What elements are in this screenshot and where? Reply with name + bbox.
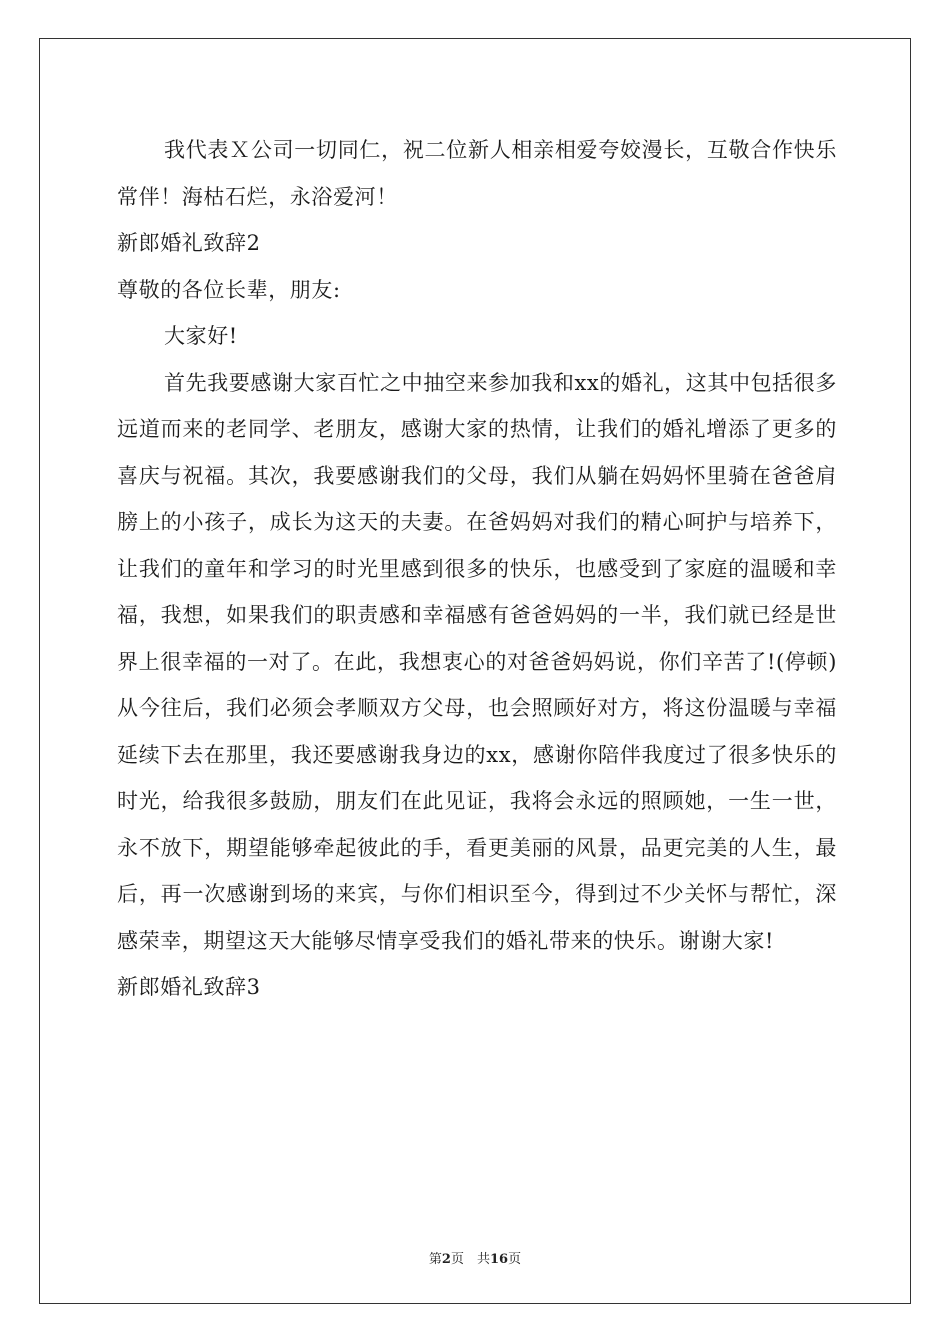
- section-heading-3: 新郎婚礼致辞3: [117, 975, 261, 999]
- page-number-footer: [0, 1248, 950, 1267]
- current-page-number: 2: [441, 1252, 451, 1267]
- speech-body-paragraph: 首先我要感谢大家百忙之中抽空来参加我和xx的婚礼，这其中包括很多远道而来的老同学、老朋友，感谢大家的热情，让我们的婚礼增添了更多的喜庆与祝福。其次，我要感谢我们的父母，我们从躺在妈妈怀里骑在爸爸肩膀上的小孩子，成长为这天的夫妻。在爸妈妈对我们的精心呵护与培养下，让我们的童年和学习的时光里感到很多的快乐，也感受到了家庭的温暖和幸福，我想，如果我们的职责感和幸福感有爸爸妈妈的一半，我们就已经是世界上很幸福的一对了。在此，我想衷心的对爸爸妈妈说，你们辛苦了!(停顿)从今往后，我们必须会孝顺双方父母，也会照顾好对方，将这份温暖与幸福延续下去在那里，我还要感谢我身边的xx，感谢你陪伴我度过了很多快乐的时光，给我很多鼓励，朋友们在此见证，我将会永远的照顾她，一生一世，永不放下，期望能够牵起彼此的手，看更美丽的风景，品更完美的人生，最后，再一次感谢到场的来宾，与你们相识至今，得到过不少关怀与帮忙，深感荣幸，期望这天大能够尽情享受我们的婚礼带来的快乐。谢谢大家!: [117, 370, 837, 953]
- closing-blessing-paragraph: 我代表Ｘ公司一切同仁，祝二位新人相亲相爱夸姣漫长，互敬合作快乐常伴！海枯石烂，永浴爱河！: [117, 138, 837, 209]
- page-suffix: 页: [508, 1252, 522, 1267]
- greeting: 大家好!: [164, 324, 238, 348]
- page-mid-text: 页 共: [450, 1252, 490, 1267]
- page-prefix: 第: [428, 1252, 442, 1267]
- section-heading-2: 新郎婚礼致辞2: [117, 231, 261, 255]
- document-body: [117, 127, 837, 1011]
- total-page-count: 16: [489, 1252, 509, 1267]
- salutation: 尊敬的各位长辈，朋友:: [117, 277, 341, 302]
